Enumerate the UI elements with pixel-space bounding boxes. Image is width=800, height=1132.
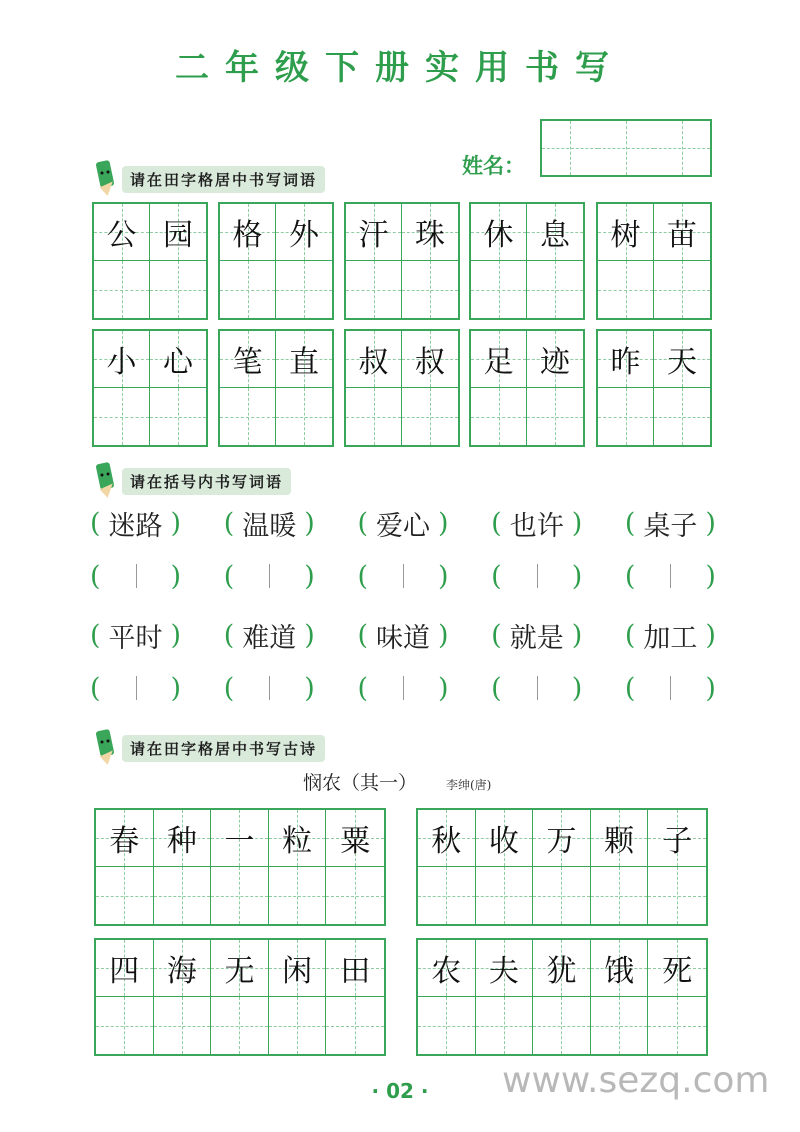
name-cell[interactable] <box>654 121 710 175</box>
paren-word: ( 爱心 ) <box>357 504 448 543</box>
blank-space[interactable] <box>502 560 572 592</box>
word-text: 也许 <box>509 511 564 542</box>
char-cell <box>591 810 649 867</box>
char-cell <box>527 204 583 261</box>
paren-word: ( 迷路 ) <box>90 504 181 543</box>
character: 格 <box>232 218 263 253</box>
blank-space[interactable] <box>635 672 705 704</box>
char-cell <box>154 810 212 867</box>
practice-cell[interactable] <box>527 261 583 318</box>
character: 闲 <box>282 954 313 989</box>
practice-cell[interactable] <box>533 867 591 924</box>
character: 犹 <box>546 954 577 989</box>
blank-space[interactable] <box>234 560 304 592</box>
character: 农 <box>431 954 462 989</box>
character: 足 <box>483 345 514 380</box>
practice-cell[interactable] <box>418 867 476 924</box>
word-text: 平时 <box>108 623 163 654</box>
character: 无 <box>224 954 255 989</box>
practice-cell[interactable] <box>220 388 276 445</box>
word-box <box>92 329 208 447</box>
poem-author: 李绅(唐) <box>446 778 492 792</box>
practice-cell[interactable] <box>648 997 706 1054</box>
char-cell <box>150 331 206 388</box>
blank-space[interactable] <box>101 560 171 592</box>
char-cell <box>476 810 534 867</box>
practice-cell[interactable] <box>211 997 269 1054</box>
char-cell <box>598 204 654 261</box>
word-text: 难道 <box>242 623 297 654</box>
section-label: 请在田字格居中书写古诗 <box>122 735 325 762</box>
name-label: 姓名： <box>462 154 525 178</box>
paren-word: ( 温暖 ) <box>224 504 315 543</box>
word-text: 温暖 <box>242 511 297 542</box>
character: 春 <box>109 824 140 859</box>
poem-title: 悯农（其一） <box>302 772 417 794</box>
character: 四 <box>109 954 140 989</box>
practice-cell[interactable] <box>150 261 206 318</box>
practice-cell[interactable] <box>154 997 212 1054</box>
word-box <box>218 329 334 447</box>
char-cell <box>211 940 269 997</box>
character: 苗 <box>667 218 697 253</box>
word-box <box>596 202 712 320</box>
char-cell <box>418 940 476 997</box>
character: 粟 <box>340 824 371 859</box>
practice-cell[interactable] <box>154 867 212 924</box>
practice-cell[interactable] <box>471 388 527 445</box>
character: 颗 <box>604 824 635 859</box>
paren-blank[interactable]: ( ) <box>624 560 716 592</box>
word-box <box>344 202 460 320</box>
practice-cell[interactable] <box>276 388 332 445</box>
paren-word: ( 味道 ) <box>357 616 448 655</box>
practice-cell[interactable] <box>94 261 150 318</box>
practice-cell[interactable] <box>527 388 583 445</box>
character: 迹 <box>540 345 570 380</box>
practice-cell[interactable] <box>598 261 654 318</box>
practice-cell[interactable] <box>326 997 384 1054</box>
paren-blank[interactable]: ( ) <box>90 672 182 704</box>
practice-cell[interactable] <box>476 867 534 924</box>
char-cell <box>476 940 534 997</box>
char-cell <box>96 810 154 867</box>
char-cell <box>211 810 269 867</box>
word-box <box>469 202 585 320</box>
section-header-words <box>92 165 325 193</box>
paren-row <box>90 560 716 592</box>
char-cell <box>96 940 154 997</box>
practice-cell[interactable] <box>533 997 591 1054</box>
practice-cell[interactable] <box>654 388 710 445</box>
character: 海 <box>166 954 197 989</box>
char-cell <box>94 331 150 388</box>
character: 叔 <box>358 345 389 380</box>
character: 粒 <box>282 824 313 859</box>
paren-word: ( 桌子 ) <box>625 504 716 543</box>
practice-cell[interactable] <box>654 261 710 318</box>
paren-blank[interactable]: ( ) <box>223 560 315 592</box>
poem-line-box <box>416 938 708 1056</box>
paren-blank[interactable]: ( ) <box>357 560 449 592</box>
practice-cell[interactable] <box>402 261 458 318</box>
section-header-parens <box>92 467 291 495</box>
character: 天 <box>667 345 697 380</box>
paren-word: ( 难道 ) <box>224 616 315 655</box>
practice-cell[interactable] <box>269 997 327 1054</box>
char-cell <box>220 204 276 261</box>
char-cell <box>402 331 458 388</box>
char-cell <box>150 204 206 261</box>
char-cell <box>154 940 212 997</box>
character: 外 <box>289 218 319 253</box>
practice-cell[interactable] <box>598 388 654 445</box>
pencil-icon <box>92 461 118 501</box>
poem-line-box <box>94 808 386 926</box>
practice-cell[interactable] <box>96 867 154 924</box>
character: 昨 <box>610 345 641 380</box>
char-cell <box>94 204 150 261</box>
word-text: 味道 <box>375 623 430 654</box>
word-text: 爱心 <box>375 511 430 542</box>
char-cell <box>533 940 591 997</box>
paren-blank[interactable]: ( ) <box>491 560 583 592</box>
practice-cell[interactable] <box>648 867 706 924</box>
word-text: 桌子 <box>643 511 698 542</box>
char-cell <box>402 204 458 261</box>
paren-word: ( 平时 ) <box>90 616 181 655</box>
character: 珠 <box>415 218 445 253</box>
blank-space[interactable] <box>635 560 705 592</box>
name-input-grid[interactable] <box>540 119 712 177</box>
practice-cell[interactable] <box>591 997 649 1054</box>
character: 休 <box>483 218 514 253</box>
character: 秋 <box>431 824 462 859</box>
practice-cell[interactable] <box>418 997 476 1054</box>
pencil-icon <box>92 159 118 199</box>
character: 公 <box>106 218 137 253</box>
page-title: 二年级下册实用书写 <box>175 48 625 88</box>
character: 田 <box>340 954 371 989</box>
paren-blank[interactable]: ( ) <box>223 672 315 704</box>
char-cell <box>220 331 276 388</box>
char-cell <box>471 204 527 261</box>
practice-cell[interactable] <box>211 867 269 924</box>
character: 子 <box>662 824 693 859</box>
name-cell[interactable] <box>542 121 598 175</box>
char-cell <box>648 940 706 997</box>
practice-cell[interactable] <box>220 261 276 318</box>
practice-cell[interactable] <box>96 997 154 1054</box>
paren-row <box>90 672 716 704</box>
practice-cell[interactable] <box>591 867 649 924</box>
char-cell <box>418 810 476 867</box>
char-cell <box>533 810 591 867</box>
character: 园 <box>163 218 193 253</box>
blank-space[interactable] <box>502 672 572 704</box>
blank-space[interactable] <box>368 560 438 592</box>
character: 一 <box>224 824 255 859</box>
word-box <box>92 202 208 320</box>
practice-cell[interactable] <box>471 261 527 318</box>
char-cell <box>276 204 332 261</box>
paren-row <box>90 504 716 543</box>
blank-space[interactable] <box>101 672 171 704</box>
page-number: · 02 · <box>371 1079 429 1103</box>
practice-cell[interactable] <box>150 388 206 445</box>
character: 万 <box>546 824 577 859</box>
poem-line-box <box>94 938 386 1056</box>
character: 直 <box>289 345 319 380</box>
word-box <box>218 202 334 320</box>
word-text: 迷路 <box>108 511 163 542</box>
practice-cell[interactable] <box>346 261 402 318</box>
character: 息 <box>540 218 570 253</box>
practice-cell[interactable] <box>276 261 332 318</box>
character: 笔 <box>232 345 263 380</box>
word-text: 就是 <box>509 623 564 654</box>
char-cell <box>654 204 710 261</box>
practice-cell[interactable] <box>269 867 327 924</box>
watermark: www.sezq.com <box>502 1060 770 1101</box>
word-box <box>469 329 585 447</box>
character: 夫 <box>488 954 519 989</box>
character: 小 <box>106 345 137 380</box>
character: 饿 <box>604 954 635 989</box>
section-header-poem <box>92 734 325 762</box>
char-cell <box>276 331 332 388</box>
char-cell <box>471 331 527 388</box>
char-cell <box>654 331 710 388</box>
practice-cell[interactable] <box>402 388 458 445</box>
paren-blank[interactable]: ( ) <box>624 672 716 704</box>
paren-word: ( 也许 ) <box>491 504 582 543</box>
char-cell <box>269 940 327 997</box>
paren-blank[interactable]: ( ) <box>357 672 449 704</box>
paren-row <box>90 616 716 655</box>
character: 树 <box>610 218 641 253</box>
word-box <box>596 329 712 447</box>
blank-space[interactable] <box>234 672 304 704</box>
section-label: 请在田字格居中书写词语 <box>122 166 325 193</box>
paren-word: ( 就是 ) <box>491 616 582 655</box>
character: 汗 <box>358 218 389 253</box>
char-cell <box>326 940 384 997</box>
blank-space[interactable] <box>368 672 438 704</box>
character: 死 <box>662 954 693 989</box>
character: 叔 <box>415 345 445 380</box>
word-box <box>344 329 460 447</box>
practice-cell[interactable] <box>476 997 534 1054</box>
paren-blank[interactable]: ( ) <box>90 560 182 592</box>
character: 心 <box>163 345 193 380</box>
practice-cell[interactable] <box>94 388 150 445</box>
paren-word: ( 加工 ) <box>625 616 716 655</box>
practice-cell[interactable] <box>326 867 384 924</box>
char-cell <box>346 331 402 388</box>
char-cell <box>527 331 583 388</box>
paren-blank[interactable]: ( ) <box>491 672 583 704</box>
character: 收 <box>488 824 519 859</box>
word-text: 加工 <box>643 623 698 654</box>
char-cell <box>591 940 649 997</box>
char-cell <box>326 810 384 867</box>
name-cell[interactable] <box>598 121 654 175</box>
char-cell <box>346 204 402 261</box>
char-cell <box>269 810 327 867</box>
pencil-icon <box>92 728 118 768</box>
practice-cell[interactable] <box>346 388 402 445</box>
character: 种 <box>166 824 197 859</box>
char-cell <box>648 810 706 867</box>
section-label: 请在括号内书写词语 <box>122 468 291 495</box>
poem-line-box <box>416 808 708 926</box>
char-cell <box>598 331 654 388</box>
